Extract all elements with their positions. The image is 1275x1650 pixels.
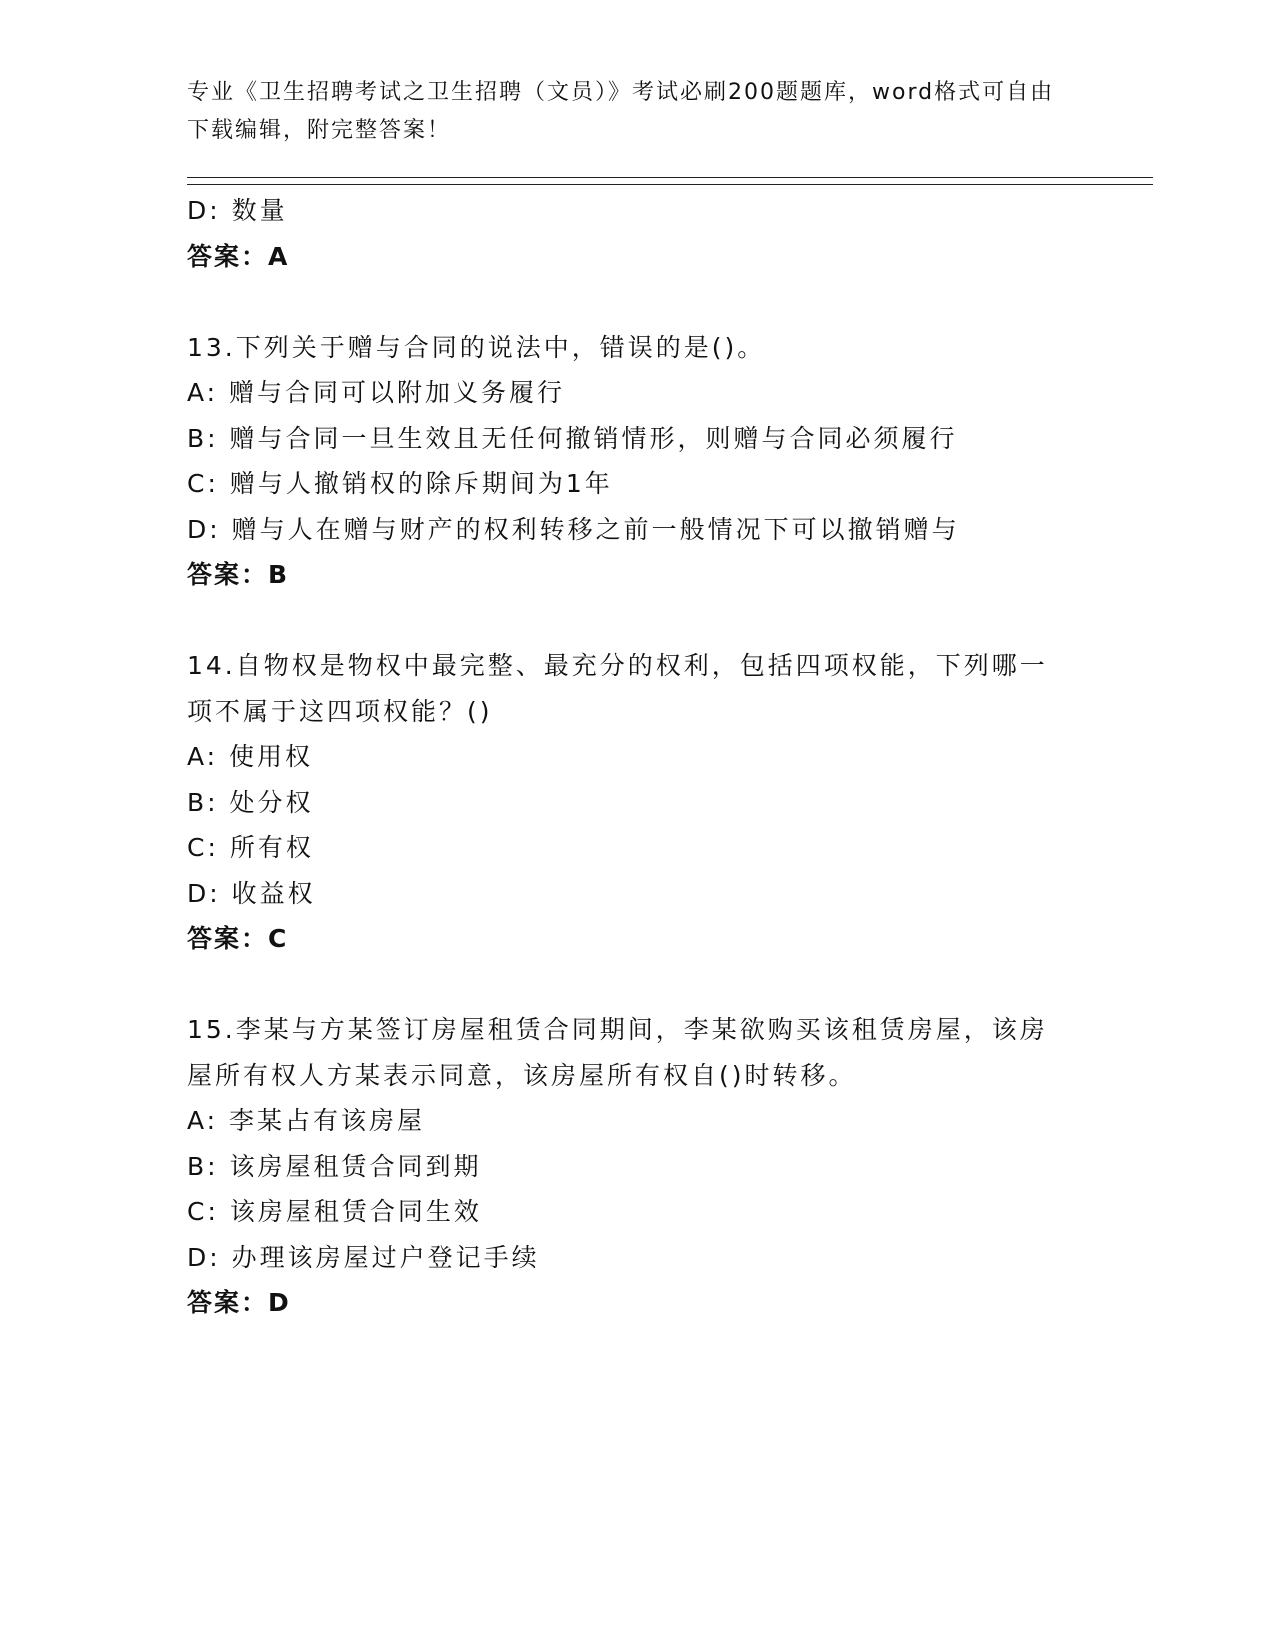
option-c: C: 该房屋租赁合同生效 — [187, 1197, 482, 1226]
option-a: A: 使用权 — [187, 742, 314, 771]
question-14 — [187, 643, 1087, 962]
option-d: D: 赠与人在赠与财产的权利转移之前一般情况下可以撤销赠与 — [187, 514, 960, 544]
answer: 答案：B — [187, 560, 290, 589]
question-15 — [187, 1007, 1087, 1326]
option-c: C: 所有权 — [187, 833, 314, 862]
option-b: B: 该房屋租赁合同到期 — [187, 1151, 482, 1181]
question-stem-line-2: 项不属于这四项权能？() — [187, 696, 493, 726]
question-stem-line-2: 屋所有权人方某表示同意，该房屋所有权自()时转移。 — [187, 1060, 857, 1090]
option-d: D: 办理该房屋过户登记手续 — [187, 1242, 540, 1272]
option-b: B: 处分权 — [187, 787, 314, 817]
option-a: A: 赠与合同可以附加义务履行 — [187, 378, 566, 407]
option-b: B: 赠与合同一旦生效且无任何撤销情形，则赠与合同必须履行 — [187, 423, 958, 453]
answer: 答案：D — [187, 1288, 291, 1317]
option-d: D: 收益权 — [187, 878, 316, 908]
answer: 答案：C — [187, 924, 289, 953]
question-stem: 13.下列关于赠与合同的说法中，错误的是()。 — [187, 332, 766, 362]
answer: 答案：A — [187, 241, 290, 271]
previous-question-tail — [187, 188, 1087, 279]
question-stem-line-1: 14.自物权是物权中最完整、最充分的权利，包括四项权能，下列哪一 — [187, 651, 1048, 680]
document-header: 专业《卫生招聘考试之卫生招聘（文员）》考试必刷200题题库，word格式可自由下载编辑，附完整答案！ — [187, 80, 1055, 143]
question-13 — [187, 325, 1087, 598]
option-a: A: 李某占有该房屋 — [187, 1106, 426, 1135]
header-divider — [187, 177, 1153, 185]
question-stem-line-1: 15.李某与方某签订房屋租赁合同期间，李某欲购买该租赁房屋，该房 — [187, 1015, 1048, 1044]
option-d: D: 数量 — [187, 196, 288, 225]
question-content — [187, 188, 1087, 1326]
option-c: C: 赠与人撤销权的除斥期间为1年 — [187, 469, 613, 498]
